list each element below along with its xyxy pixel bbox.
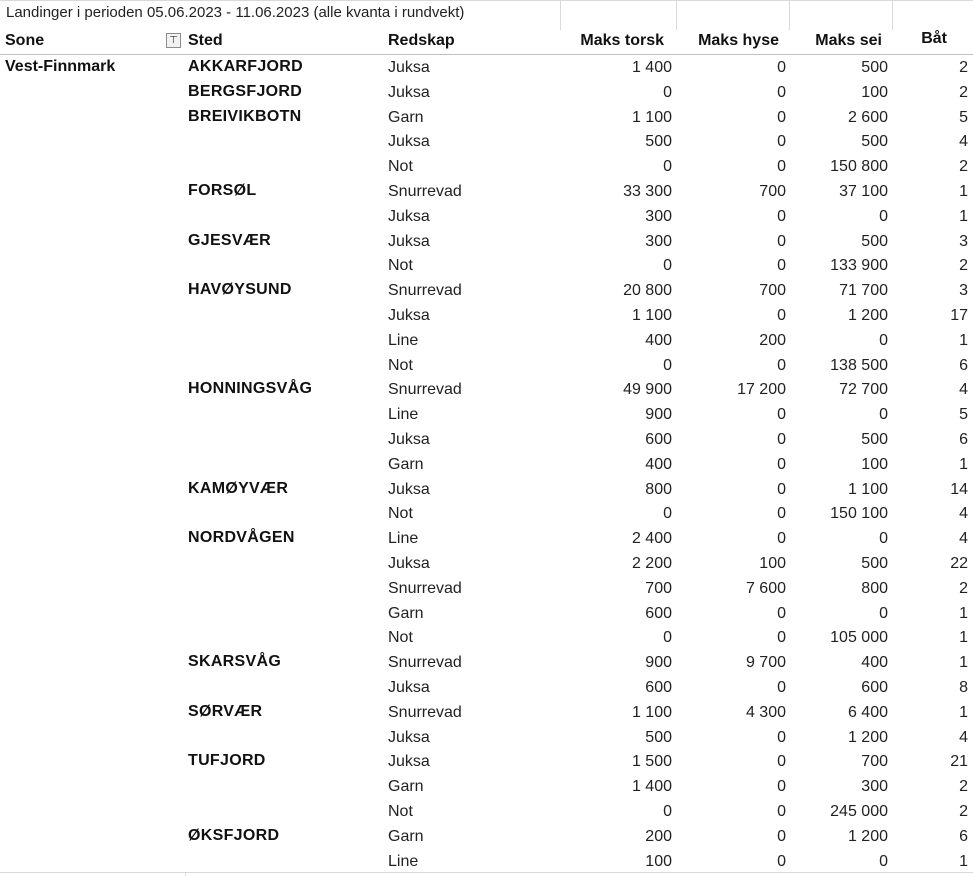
cell-redskap: Snurrevad	[388, 183, 462, 200]
table-row	[0, 501, 973, 525]
grid-line-v4	[892, 0, 893, 30]
cell-maks-hyse: 0	[777, 852, 786, 870]
cell-bat: 1	[959, 703, 968, 721]
cell-maks-hyse: 0	[777, 753, 786, 771]
cell-maks-hyse: 0	[777, 530, 786, 548]
cell-bat: 1	[959, 654, 968, 672]
cell-redskap: Garn	[388, 827, 424, 845]
cell-maks-sei: 1 200	[847, 728, 888, 746]
cell-maks-torsk: 900	[645, 406, 672, 424]
cell-sted: SØRVÆR	[188, 702, 263, 720]
cell-maks-torsk: 0	[663, 803, 672, 820]
cell-maks-hyse: 0	[777, 207, 786, 225]
cell-maks-hyse: 0	[777, 83, 786, 101]
cell-maks-sei: 0	[879, 331, 888, 349]
cell-maks-sei: 0	[879, 207, 888, 225]
cell-redskap: Not	[388, 356, 413, 374]
cell-maks-torsk: 2 200	[631, 555, 672, 572]
cell-bat: 5	[959, 406, 968, 424]
cell-maks-torsk: 300	[645, 207, 672, 225]
cell-redskap: Not	[388, 257, 413, 275]
cell-bat: 3	[959, 232, 968, 250]
cell-maks-hyse: 0	[777, 629, 786, 647]
cell-maks-sei: 0	[879, 852, 888, 870]
cell-maks-torsk: 20 800	[623, 282, 672, 300]
table-row	[0, 452, 973, 476]
cell-maks-hyse: 100	[759, 555, 786, 572]
cell-maks-torsk: 300	[645, 232, 672, 250]
cell-maks-hyse: 0	[777, 728, 786, 746]
cell-redskap: Snurrevad	[388, 654, 462, 672]
table-row	[0, 526, 973, 550]
cell-redskap: Juksa	[388, 555, 430, 572]
cell-maks-torsk: 0	[663, 505, 672, 523]
cell-maks-hyse: 0	[777, 406, 786, 424]
cell-maks-sei: 400	[861, 654, 888, 672]
cell-bat: 1	[959, 207, 968, 225]
cell-maks-sei: 500	[861, 431, 888, 448]
table-row	[0, 799, 973, 823]
cell-maks-torsk: 900	[645, 654, 672, 672]
cell-maks-sei: 600	[861, 679, 888, 696]
cell-redskap: Not	[388, 803, 413, 820]
cell-maks-hyse: 700	[759, 183, 786, 200]
cell-redskap: Juksa	[388, 133, 430, 151]
cell-maks-sei: 71 700	[839, 282, 888, 300]
cell-maks-torsk: 0	[663, 257, 672, 275]
cell-maks-hyse: 0	[777, 257, 786, 275]
cell-redskap: Line	[388, 530, 419, 548]
cell-sted: NORDVÅGEN	[188, 529, 295, 547]
cell-maks-torsk: 600	[645, 431, 672, 448]
table-row	[0, 80, 973, 104]
table-row	[0, 179, 973, 203]
cell-maks-sei: 6 400	[847, 703, 888, 721]
cell-redskap: Line	[388, 406, 419, 424]
cell-maks-torsk: 1 500	[631, 753, 672, 771]
cell-redskap: Snurrevad	[388, 703, 462, 721]
cell-maks-sei: 1 100	[847, 480, 888, 498]
cell-maks-sei: 500	[861, 232, 888, 250]
cell-maks-hyse: 0	[777, 133, 786, 151]
cell-bat: 2	[959, 778, 968, 796]
cell-redskap: Snurrevad	[388, 282, 462, 300]
cell-sted: HAVØYSUND	[188, 281, 292, 299]
cell-sted: SKARSVÅG	[188, 653, 282, 671]
cell-maks-hyse: 0	[777, 480, 786, 498]
cell-bat: 3	[959, 282, 968, 300]
cell-bat: 1	[959, 604, 968, 622]
cell-maks-sei: 138 500	[830, 356, 888, 374]
cell-redskap: Juksa	[388, 679, 430, 696]
cell-maks-hyse: 0	[777, 455, 786, 473]
cell-maks-torsk: 2 400	[631, 530, 672, 548]
table-row	[0, 576, 973, 600]
cell-maks-hyse: 0	[777, 604, 786, 622]
table-header	[0, 30, 973, 55]
cell-maks-torsk: 700	[645, 579, 672, 597]
filter-icon[interactable]: ⊤	[166, 33, 181, 48]
cell-sted: BREIVIKBOTN	[188, 107, 302, 125]
column-header-bat[interactable]: Båt	[921, 30, 947, 47]
table-row	[0, 377, 973, 401]
cell-redskap: Juksa	[388, 753, 430, 771]
cell-bat: 2	[959, 83, 968, 101]
table-row	[0, 204, 973, 228]
cell-bat: 1	[959, 455, 968, 473]
cell-redskap: Garn	[388, 604, 424, 622]
cell-redskap: Garn	[388, 778, 424, 796]
cell-maks-torsk: 400	[645, 455, 672, 473]
cell-maks-torsk: 500	[645, 728, 672, 746]
table-row	[0, 105, 973, 129]
cell-maks-hyse: 0	[777, 108, 786, 126]
cell-maks-sei: 1 200	[847, 307, 888, 324]
cell-redskap: Juksa	[388, 232, 430, 250]
cell-maks-hyse: 0	[777, 679, 786, 696]
cell-bat: 4	[959, 381, 968, 399]
table-row	[0, 129, 973, 153]
cell-redskap: Juksa	[388, 83, 430, 101]
cell-sted: AKKARFJORD	[188, 58, 303, 75]
cell-redskap: Not	[388, 158, 413, 176]
cell-bat: 2	[959, 158, 968, 176]
cell-redskap: Not	[388, 505, 413, 523]
cell-maks-sei: 150 100	[830, 505, 888, 523]
cell-maks-sei: 72 700	[839, 381, 888, 399]
cell-maks-torsk: 600	[645, 679, 672, 696]
column-header-redskap[interactable]: Redskap	[388, 32, 455, 49]
table-row	[0, 229, 973, 253]
cell-bat: 6	[959, 356, 968, 374]
cell-bat: 2	[959, 257, 968, 275]
cell-maks-torsk: 33 300	[623, 183, 672, 200]
cell-maks-torsk: 0	[663, 158, 672, 176]
cell-redskap: Line	[388, 852, 419, 870]
cell-maks-hyse: 0	[777, 356, 786, 374]
table-row	[0, 675, 973, 699]
cell-maks-torsk: 0	[663, 629, 672, 647]
table-row	[0, 824, 973, 848]
cell-sone: Vest-Finnmark	[5, 58, 116, 75]
cell-maks-sei: 700	[861, 753, 888, 771]
cell-sted: ØKSFJORD	[188, 826, 280, 844]
cell-bat: 2	[959, 803, 968, 820]
cell-bat: 1	[959, 331, 968, 349]
table-row	[0, 303, 973, 327]
cell-maks-sei: 133 900	[830, 257, 888, 275]
cell-maks-torsk: 600	[645, 604, 672, 622]
cell-bat: 17	[950, 307, 968, 324]
column-header-sted[interactable]: Sted	[188, 32, 223, 49]
cell-maks-hyse: 9 700	[745, 654, 786, 672]
cell-bat: 4	[959, 728, 968, 746]
cell-maks-sei: 100	[861, 455, 888, 473]
cell-maks-torsk: 500	[645, 133, 672, 151]
report-title: Landinger i perioden 05.06.2023 - 11.06.2023 (alle kvanta i rundvekt)	[6, 4, 465, 21]
cell-sted: FORSØL	[188, 182, 257, 199]
cell-maks-sei: 37 100	[839, 183, 888, 200]
cell-redskap: Snurrevad	[388, 381, 462, 399]
cell-bat: 14	[950, 480, 968, 498]
table-row	[0, 725, 973, 749]
cell-maks-hyse: 0	[777, 778, 786, 796]
cell-maks-hyse: 0	[777, 505, 786, 523]
table-row	[0, 774, 973, 798]
cell-maks-torsk: 200	[645, 827, 672, 845]
column-header-maks-torsk[interactable]: Maks torsk	[580, 32, 664, 49]
cell-maks-hyse: 0	[777, 827, 786, 845]
table-row	[0, 749, 973, 773]
grid-line-top	[0, 0, 973, 1]
cell-maks-torsk: 100	[645, 852, 672, 870]
cell-maks-torsk: 0	[663, 83, 672, 101]
column-header-sone[interactable]: Sone	[5, 32, 45, 49]
cell-maks-hyse: 0	[777, 307, 786, 324]
cell-maks-hyse: 700	[759, 282, 786, 300]
cell-sted: TUFJORD	[188, 752, 266, 770]
cell-maks-sei: 300	[861, 778, 888, 796]
cell-bat: 21	[950, 753, 968, 771]
table-row	[0, 601, 973, 625]
cell-maks-hyse: 0	[777, 158, 786, 176]
table-row	[0, 328, 973, 352]
cell-bat: 1	[959, 629, 968, 647]
column-header-maks-sei[interactable]: Maks sei	[815, 32, 882, 49]
cell-redskap: Garn	[388, 108, 424, 126]
grid-line-v3	[789, 0, 790, 30]
cell-bat: 4	[959, 133, 968, 151]
cell-redskap: Line	[388, 331, 419, 349]
cell-maks-hyse: 0	[777, 431, 786, 448]
cell-maks-sei: 0	[879, 530, 888, 548]
cell-bat: 4	[959, 505, 968, 523]
cell-redskap: Juksa	[388, 207, 430, 225]
cell-maks-hyse: 7 600	[745, 579, 786, 597]
cell-bat: 4	[959, 530, 968, 548]
table-row	[0, 253, 973, 277]
cell-maks-torsk: 1 400	[631, 59, 672, 76]
cell-maks-sei: 500	[861, 59, 888, 76]
cell-bat: 1	[959, 183, 968, 200]
table-row	[0, 625, 973, 649]
cell-maks-sei: 500	[861, 555, 888, 572]
cell-redskap: Juksa	[388, 728, 430, 746]
cell-maks-hyse: 4 300	[745, 703, 786, 721]
cell-maks-sei: 1 200	[847, 827, 888, 845]
cell-sted: KAMØYVÆR	[188, 479, 289, 497]
cell-bat: 6	[959, 827, 968, 845]
cell-maks-sei: 500	[861, 133, 888, 151]
table-row	[0, 700, 973, 724]
cell-bat: 22	[950, 555, 968, 572]
table-row	[0, 402, 973, 426]
cell-maks-sei: 2 600	[847, 108, 888, 126]
cell-maks-sei: 150 800	[830, 158, 888, 176]
cell-sted: GJESVÆR	[188, 231, 272, 249]
cell-bat: 1	[959, 852, 968, 870]
cell-maks-torsk: 800	[645, 480, 672, 498]
cell-redskap: Juksa	[388, 59, 430, 76]
cell-maks-torsk: 1 100	[631, 307, 672, 324]
table-row	[0, 278, 973, 302]
table-row	[0, 55, 973, 79]
grid-line-v2	[676, 0, 677, 30]
cell-maks-sei: 100	[861, 83, 888, 101]
cell-redskap: Garn	[388, 455, 424, 473]
cell-bat: 6	[959, 431, 968, 448]
cell-maks-hyse: 17 200	[737, 381, 786, 399]
cell-maks-sei: 245 000	[830, 803, 888, 820]
cell-maks-torsk: 1 100	[631, 703, 672, 721]
cell-maks-hyse: 0	[777, 59, 786, 76]
cell-bat: 5	[959, 108, 968, 126]
cell-maks-hyse: 0	[777, 803, 786, 820]
table-row	[0, 353, 973, 377]
cell-maks-torsk: 1 400	[631, 778, 672, 796]
cell-bat: 2	[959, 579, 968, 597]
grid-line-v1	[560, 0, 561, 30]
cell-sted: HONNINGSVÅG	[188, 380, 313, 398]
cell-maks-sei: 0	[879, 406, 888, 424]
cell-redskap: Juksa	[388, 431, 430, 448]
cell-maks-hyse: 200	[759, 331, 786, 349]
column-header-maks-hyse[interactable]: Maks hyse	[698, 32, 779, 49]
cell-maks-torsk: 400	[645, 331, 672, 349]
cell-redskap: Juksa	[388, 480, 430, 498]
table-row	[0, 650, 973, 674]
cell-maks-sei: 800	[861, 579, 888, 597]
cell-bat: 2	[959, 59, 968, 76]
table-row	[0, 477, 973, 501]
table-row	[0, 154, 973, 178]
cell-maks-torsk: 49 900	[623, 381, 672, 399]
table-row	[0, 427, 973, 451]
cell-sted: BERGSFJORD	[188, 82, 303, 100]
cell-maks-sei: 0	[879, 604, 888, 622]
cell-bat: 8	[959, 679, 968, 696]
cell-maks-torsk: 0	[663, 356, 672, 374]
table-row	[0, 551, 973, 575]
cell-redskap: Snurrevad	[388, 579, 462, 597]
table-row	[0, 849, 973, 873]
cell-redskap: Not	[388, 629, 413, 647]
cell-maks-sei: 105 000	[830, 629, 888, 647]
cell-maks-torsk: 1 100	[631, 108, 672, 126]
cell-maks-hyse: 0	[777, 232, 786, 250]
grid-line-bottom-tick	[185, 872, 186, 876]
cell-redskap: Juksa	[388, 307, 430, 324]
